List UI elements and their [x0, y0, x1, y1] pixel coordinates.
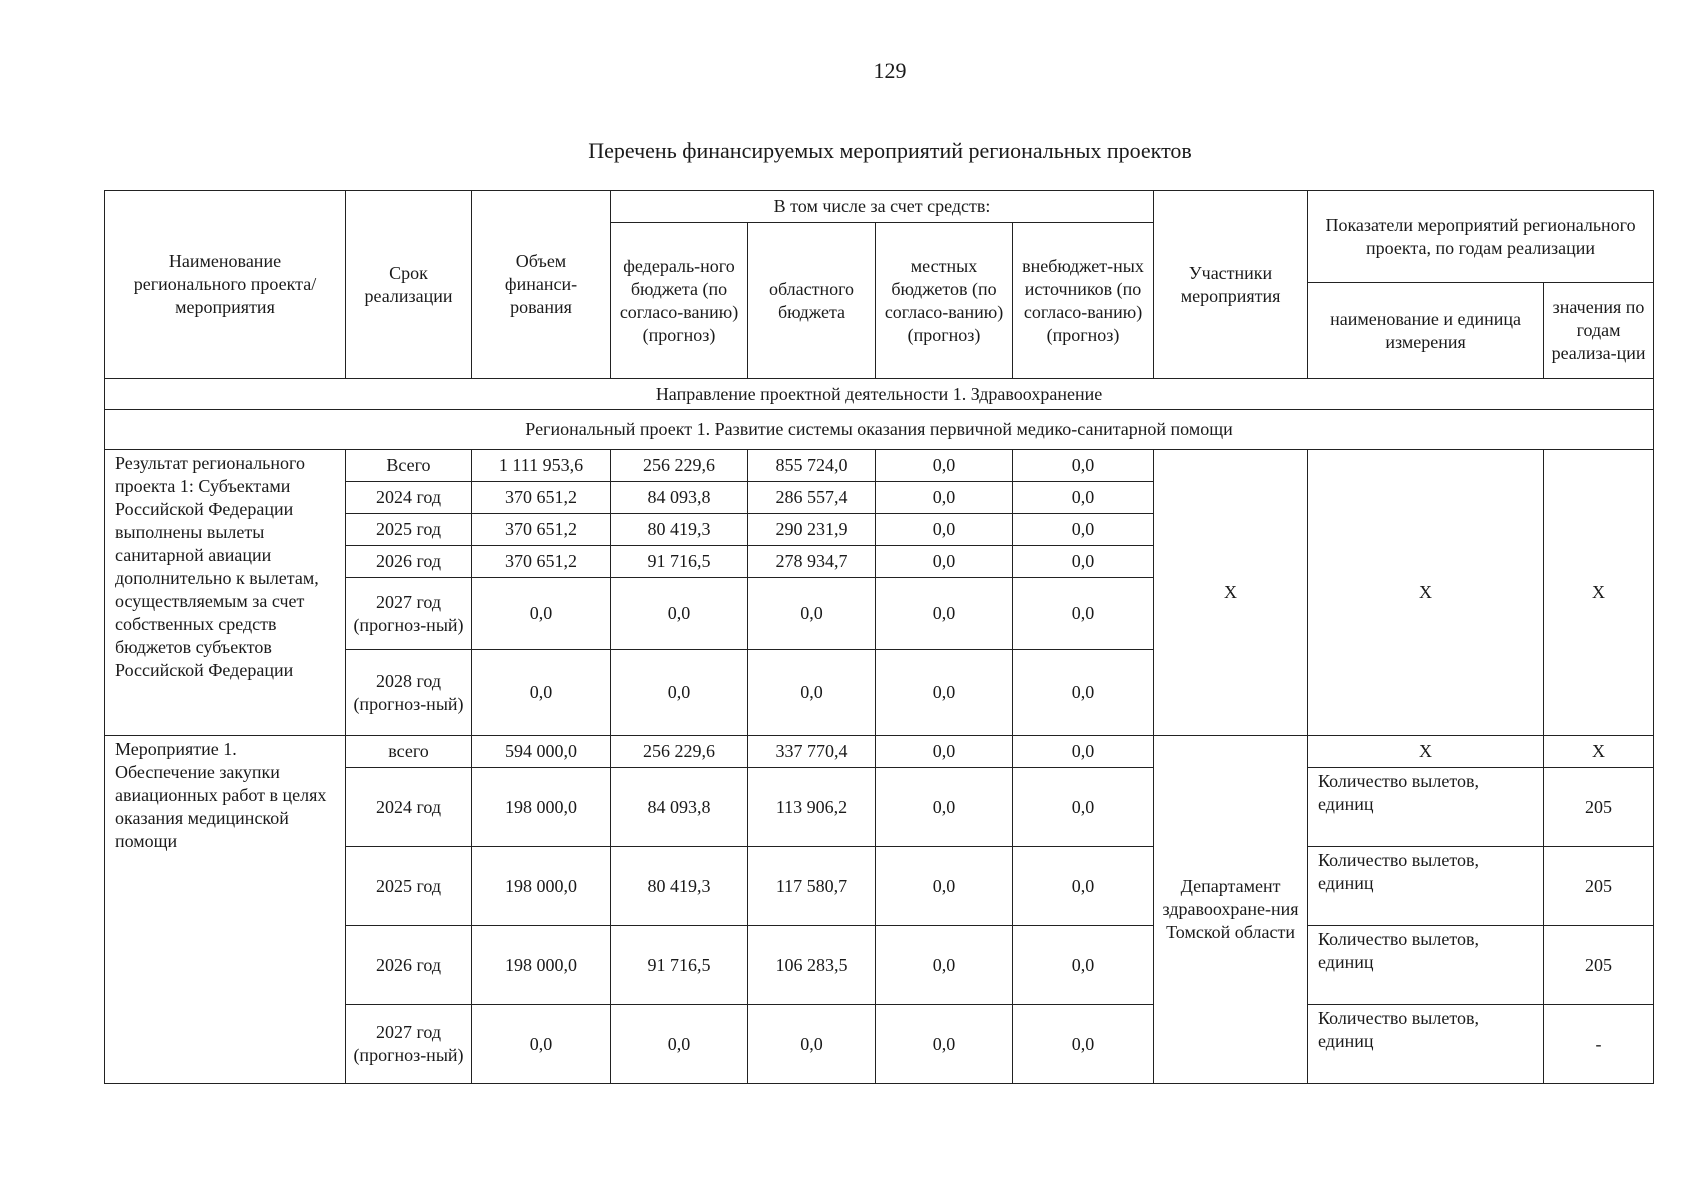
cell-local: 0,0	[876, 926, 1013, 1005]
cell-extra: 0,0	[1013, 736, 1154, 768]
cell-local: 0,0	[876, 546, 1013, 578]
measure-participants: Департамент здравоохране-ния Томской области	[1154, 736, 1308, 1084]
cell-local: 0,0	[876, 482, 1013, 514]
cell-term: 2027 год (прогноз-ный)	[346, 1005, 472, 1084]
cell-federal: 256 229,6	[611, 450, 748, 482]
cell-regional: 113 906,2	[748, 768, 876, 847]
cell-extra: 0,0	[1013, 546, 1154, 578]
cell-extra: 0,0	[1013, 578, 1154, 650]
header-participants: Участники мероприятия	[1154, 191, 1308, 379]
cell-extra: 0,0	[1013, 926, 1154, 1005]
cell-federal: 80 419,3	[611, 847, 748, 926]
header-indicators: Показатели мероприятий регионального проекта, по годам реализации	[1308, 191, 1654, 283]
cell-regional: 0,0	[748, 650, 876, 736]
cell-term: Всего	[346, 450, 472, 482]
measure-name: Мероприятие 1. Обеспечение закупки авиационных работ в целях оказания медицинской помощи	[105, 736, 346, 1084]
cell-term: 2026 год	[346, 546, 472, 578]
header-indicator-values: значения по годам реализа-ции	[1544, 283, 1654, 379]
result-value: X	[1544, 450, 1654, 736]
cell-federal: 0,0	[611, 578, 748, 650]
project-title: Региональный проект 1. Развитие системы оказания первичной медико-санитарной помощи	[105, 410, 1654, 450]
header-including: В том числе за счет средств:	[611, 191, 1154, 223]
table-row	[105, 736, 1654, 768]
table-row	[105, 450, 1654, 482]
cell-regional: 855 724,0	[748, 450, 876, 482]
cell-extra: 0,0	[1013, 650, 1154, 736]
cell-federal: 80 419,3	[611, 514, 748, 546]
cell-local: 0,0	[876, 768, 1013, 847]
cell-volume: 0,0	[472, 578, 611, 650]
cell-indicator-value: 205	[1544, 926, 1654, 1005]
cell-volume: 1 111 953,6	[472, 450, 611, 482]
cell-regional: 0,0	[748, 1005, 876, 1084]
cell-federal: 256 229,6	[611, 736, 748, 768]
cell-indicator: Количество вылетов, единиц	[1308, 1005, 1544, 1084]
cell-regional: 286 557,4	[748, 482, 876, 514]
cell-term: 2025 год	[346, 514, 472, 546]
cell-volume: 0,0	[472, 650, 611, 736]
cell-local: 0,0	[876, 514, 1013, 546]
cell-volume: 594 000,0	[472, 736, 611, 768]
cell-term: 2026 год	[346, 926, 472, 1005]
cell-indicator-value: X	[1544, 736, 1654, 768]
cell-term: 2025 год	[346, 847, 472, 926]
cell-local: 0,0	[876, 578, 1013, 650]
cell-indicator: Количество вылетов, единиц	[1308, 926, 1544, 1005]
header-federal: федераль-ного бюджета (по согласо-ванию) (прогноз)	[611, 223, 748, 379]
header-name: Наименование регионального проекта/ мероприятия	[105, 191, 346, 379]
cell-federal: 84 093,8	[611, 768, 748, 847]
cell-indicator-value: 205	[1544, 768, 1654, 847]
cell-volume: 370 651,2	[472, 482, 611, 514]
header-local: местных бюджетов (по согласо-ванию) (прогноз)	[876, 223, 1013, 379]
cell-extra: 0,0	[1013, 1005, 1154, 1084]
header-extra: внебюджет-ных источников (по согласо-ванию) (прогноз)	[1013, 223, 1154, 379]
cell-regional: 290 231,9	[748, 514, 876, 546]
cell-volume: 198 000,0	[472, 926, 611, 1005]
cell-local: 0,0	[876, 847, 1013, 926]
cell-volume: 0,0	[472, 1005, 611, 1084]
cell-local: 0,0	[876, 736, 1013, 768]
cell-local: 0,0	[876, 450, 1013, 482]
cell-federal: 84 093,8	[611, 482, 748, 514]
cell-extra: 0,0	[1013, 514, 1154, 546]
cell-federal: 0,0	[611, 1005, 748, 1084]
cell-term: 2024 год	[346, 482, 472, 514]
cell-term: 2024 год	[346, 768, 472, 847]
cell-regional: 278 934,7	[748, 546, 876, 578]
header-regional: областного бюджета	[748, 223, 876, 379]
cell-regional: 106 283,5	[748, 926, 876, 1005]
cell-federal: 0,0	[611, 650, 748, 736]
result-indicator: X	[1308, 450, 1544, 736]
cell-indicator: Количество вылетов, единиц	[1308, 847, 1544, 926]
cell-indicator: Количество вылетов, единиц	[1308, 768, 1544, 847]
cell-local: 0,0	[876, 650, 1013, 736]
cell-extra: 0,0	[1013, 450, 1154, 482]
cell-volume: 370 651,2	[472, 514, 611, 546]
cell-term: 2027 год (прогноз-ный)	[346, 578, 472, 650]
cell-volume: 198 000,0	[472, 768, 611, 847]
section-title: Направление проектной деятельности 1. Здравоохранение	[105, 379, 1654, 410]
cell-federal: 91 716,5	[611, 546, 748, 578]
header-indicator-name: наименование и единица измерения	[1308, 283, 1544, 379]
cell-federal: 91 716,5	[611, 926, 748, 1005]
cell-regional: 0,0	[748, 578, 876, 650]
cell-indicator-value: 205	[1544, 847, 1654, 926]
cell-local: 0,0	[876, 1005, 1013, 1084]
document-title: Перечень финансируемых мероприятий региональных проектов	[588, 138, 1192, 163]
cell-extra: 0,0	[1013, 847, 1154, 926]
cell-term: всего	[346, 736, 472, 768]
projects-table	[104, 190, 1654, 1084]
header-term: Срок реализации	[346, 191, 472, 379]
cell-volume: 198 000,0	[472, 847, 611, 926]
cell-indicator-value: -	[1544, 1005, 1654, 1084]
cell-regional: 337 770,4	[748, 736, 876, 768]
cell-indicator: X	[1308, 736, 1544, 768]
cell-extra: 0,0	[1013, 482, 1154, 514]
cell-volume: 370 651,2	[472, 546, 611, 578]
cell-extra: 0,0	[1013, 768, 1154, 847]
cell-regional: 117 580,7	[748, 847, 876, 926]
page-number: 129	[873, 58, 907, 83]
cell-term: 2028 год (прогноз-ный)	[346, 650, 472, 736]
header-volume: Объем финанси-рования	[472, 191, 611, 379]
result-participants: X	[1154, 450, 1308, 736]
result-name: Результат регионального проекта 1: Субъектами Российской Федерации выполнены вылеты санитарной авиации дополнительно к вылетам, осуществляемым за счет собственных средств бюджетов субъектов Российской Федерации	[105, 450, 346, 736]
